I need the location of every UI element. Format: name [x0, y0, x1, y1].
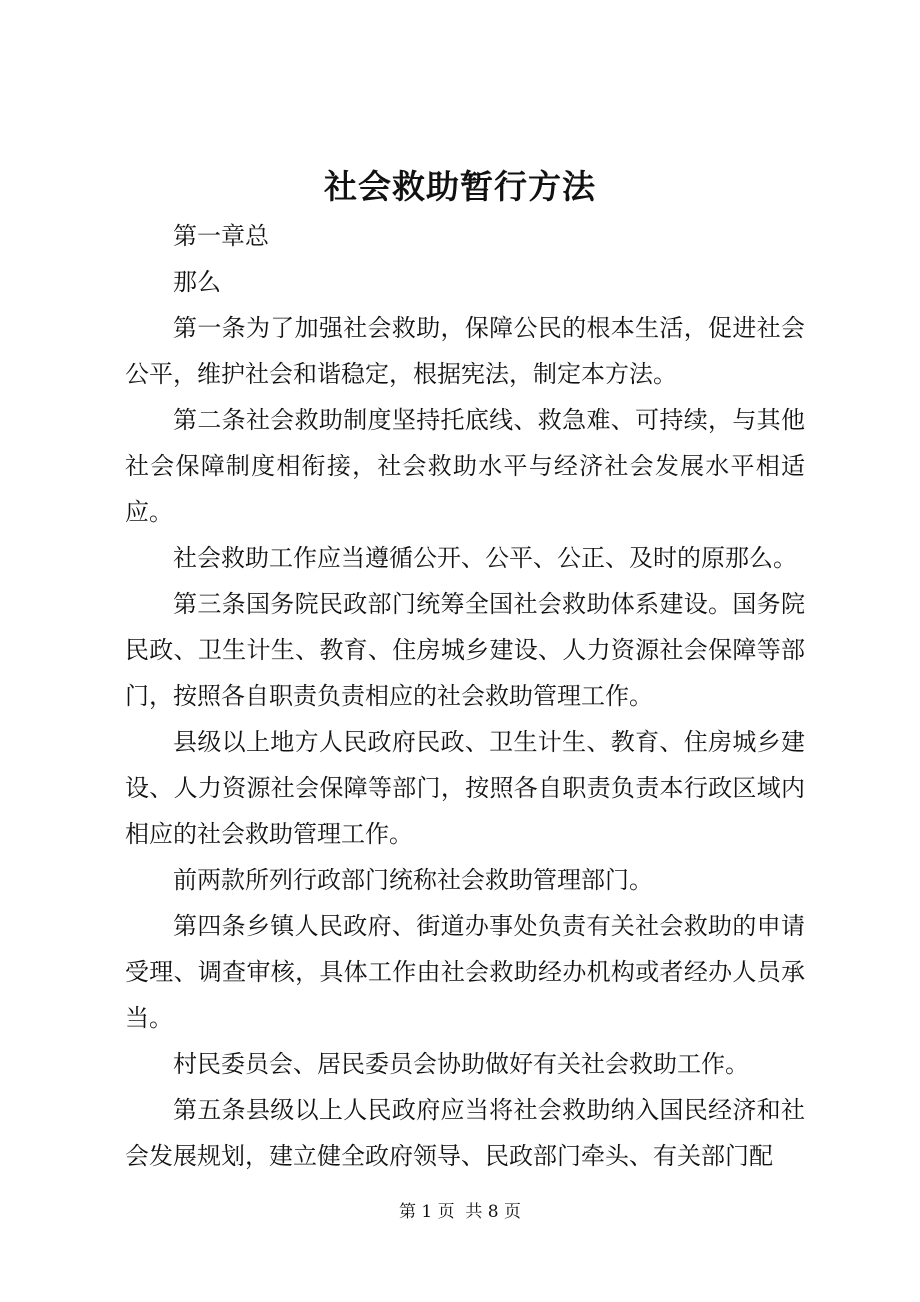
chapter-heading-cont: 那么 [173, 268, 221, 296]
article-paragraph: 第一条为了加强社会救助，保障公民的根本生活，促进社会公平，维护社会和谐稳定，根据宪法，制定本方法。 [125, 314, 805, 388]
chapter-heading: 第一章总 [173, 222, 269, 250]
article-paragraph: 村民委员会、居民委员会协助做好有关社会救助工作。 [173, 1050, 749, 1078]
article-paragraph: 第四条乡镇人民政府、街道办事处负责有关社会救助的申请受理、调查审核，具体工作由社会救助经办机构或者经办人员承当。 [125, 912, 805, 1032]
article-paragraph: 前两款所列行政部门统称社会救助管理部门。 [173, 866, 653, 894]
article-paragraph: 第五条县级以上人民政府应当将社会救助纳入国民经济和社会发展规划，建立健全政府领导、民政部门牵头、有关部门配 [125, 1096, 805, 1170]
page-footer [0, 1200, 920, 1224]
article-paragraph: 第三条国务院民政部门统筹全国社会救助体系建设。国务院民政、卫生计生、教育、住房城乡建设、人力资源社会保障等部门，按照各自职责负责相应的社会救助管理工作。 [125, 590, 805, 710]
article-paragraph: 县级以上地方人民政府民政、卫生计生、教育、住房城乡建设、人力资源社会保障等部门，按照各自职责负责本行政区域内相应的社会救助管理工作。 [125, 728, 805, 848]
document-title: 社会救助暂行方法 [324, 167, 596, 206]
page-number: 第 1 页 共 8 页 [398, 1202, 522, 1222]
article-paragraph: 社会救助工作应当遵循公开、公平、公正、及时的原那么。 [173, 544, 797, 572]
document-body [125, 213, 805, 1179]
article-paragraph: 第二条社会救助制度坚持托底线、救急难、可持续，与其他社会保障制度相衔接，社会救助水平与经济社会发展水平相适应。 [125, 406, 805, 526]
